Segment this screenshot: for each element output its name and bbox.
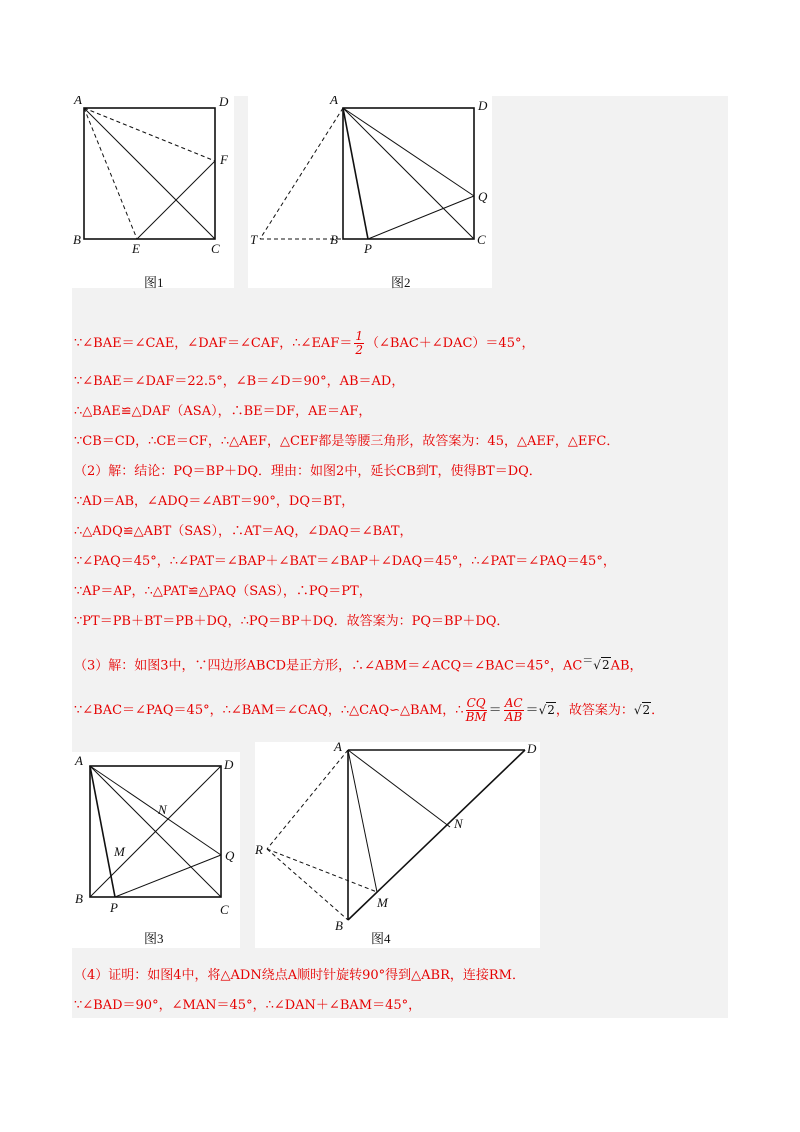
solution-line-4: ∵CB＝CD，∴CE＝CF，∴△AEF，△CEF都是等腰三角形，故答案为：45，△AEF，△EFC．	[74, 434, 620, 449]
label-B: B	[75, 891, 83, 906]
figure-3	[72, 752, 240, 948]
sqrt-2: √2	[593, 658, 610, 673]
label-P: P	[110, 900, 118, 915]
label-A: A	[75, 753, 83, 768]
figure-3-caption: 图3	[144, 931, 164, 946]
solution-line-10: ∵PT＝PB＋BT＝PB＋DQ，∴PQ＝BP＋DQ．故答案为：PQ＝BP＋DQ．	[74, 614, 510, 629]
label-T: T	[250, 232, 258, 247]
fraction-half: $\frac{1}{2}$	[355, 329, 363, 357]
label-B: B	[73, 232, 81, 247]
figure-1-drawing	[72, 96, 234, 288]
figure-2-caption: 图2	[391, 275, 411, 290]
solution-line-7: ∴△ADQ≌△ABT（SAS），∴AT＝AQ，∠DAQ＝∠BAT，	[74, 524, 413, 539]
solution-line-8: ∵∠PAQ＝45°，∴∠PAT＝∠BAP＋∠BAT＝∠BAP＋∠DAQ＝45°，∴∠PAT＝∠PAQ＝45°，	[74, 554, 616, 569]
label-M: M	[377, 895, 388, 910]
label-P: P	[364, 241, 372, 256]
label-B: B	[330, 232, 338, 247]
figure-1-caption: 图1	[144, 275, 164, 290]
label-Q: Q	[478, 189, 488, 204]
label-C: C	[220, 902, 229, 917]
fraction-ac-ab: $\frac{AC}{AB}$	[504, 696, 523, 724]
label-F: F	[220, 152, 228, 167]
label-A: A	[334, 742, 342, 754]
solution-line-13: （4）证明：如图4中，将△ADN绕点A顺时针旋转90°得到△ABR，连接RM．	[74, 968, 525, 983]
solution-line-9: ∵AP＝AP，∴△PAT≌△PAQ（SAS），∴PQ＝PT，	[74, 584, 372, 599]
figure-4	[255, 742, 540, 948]
solution-line-12: ∵∠BAC＝∠PAQ＝45°，∴∠BAM＝∠CAQ，∴△CAQ∽△BAM，∴ $\frac{CQ}{BM}$ ＝ $\frac{AC}{AB}$ ＝√2，故答案为：√2．	[74, 696, 665, 724]
label-E: E	[132, 241, 140, 256]
figure-2	[248, 96, 492, 288]
label-A: A	[330, 96, 338, 107]
label-D: D	[478, 98, 488, 113]
label-D: D	[527, 742, 537, 756]
sqrt-2: √2	[538, 703, 555, 717]
solution-line-2: ∵∠BAE＝∠DAF＝22.5°，∠B＝∠D＝90°，AB＝AD，	[74, 374, 405, 389]
label-Q: Q	[225, 848, 235, 863]
label-B: B	[335, 918, 343, 933]
fraction-cq-bm: $\frac{CQ}{BM}$	[465, 696, 487, 724]
solution-line-6: ∵AD＝AB，∠ADQ＝∠ABT＝90°，DQ＝BT，	[74, 494, 355, 509]
label-D: D	[219, 96, 229, 109]
figure-1	[72, 96, 234, 288]
figure-4-drawing	[255, 742, 540, 948]
label-N: N	[454, 816, 463, 831]
figure-4-caption: 图4	[371, 931, 391, 946]
label-D: D	[224, 757, 234, 772]
label-R: R	[255, 842, 263, 857]
solution-line-5: （2）解：结论：PQ＝BP＋DQ．理由：如图2中，延长CB到T，使得BT＝DQ．	[74, 464, 542, 479]
label-A: A	[74, 96, 82, 107]
label-M: M	[114, 844, 125, 859]
figure-2-drawing	[248, 96, 492, 288]
label-N: N	[158, 802, 167, 817]
solution-line-1: ∵∠BAE＝∠CAE，∠DAF＝∠CAF，∴∠EAF＝ $\frac{1}{2}$ （∠BAC＋∠DAC）＝45°，	[74, 329, 535, 357]
figure-3-drawing	[72, 752, 240, 948]
solution-line-3: ∴△BAE≌△DAF（ASA），∴BE＝DF，AE＝AF，	[74, 404, 372, 419]
solution-line-11: （3）解：如图3中，∵四边形ABCD是正方形，∴∠ABM＝∠ACQ＝∠BAC＝45°，AC＝√2AB，	[74, 654, 643, 674]
solution-line-14: ∵∠BAD＝90°，∠MAN＝45°，∴∠DAN＋∠BAM＝45°，	[74, 998, 422, 1013]
label-C: C	[211, 241, 220, 256]
sqrt-2: √2	[633, 703, 651, 717]
label-C: C	[477, 232, 486, 247]
